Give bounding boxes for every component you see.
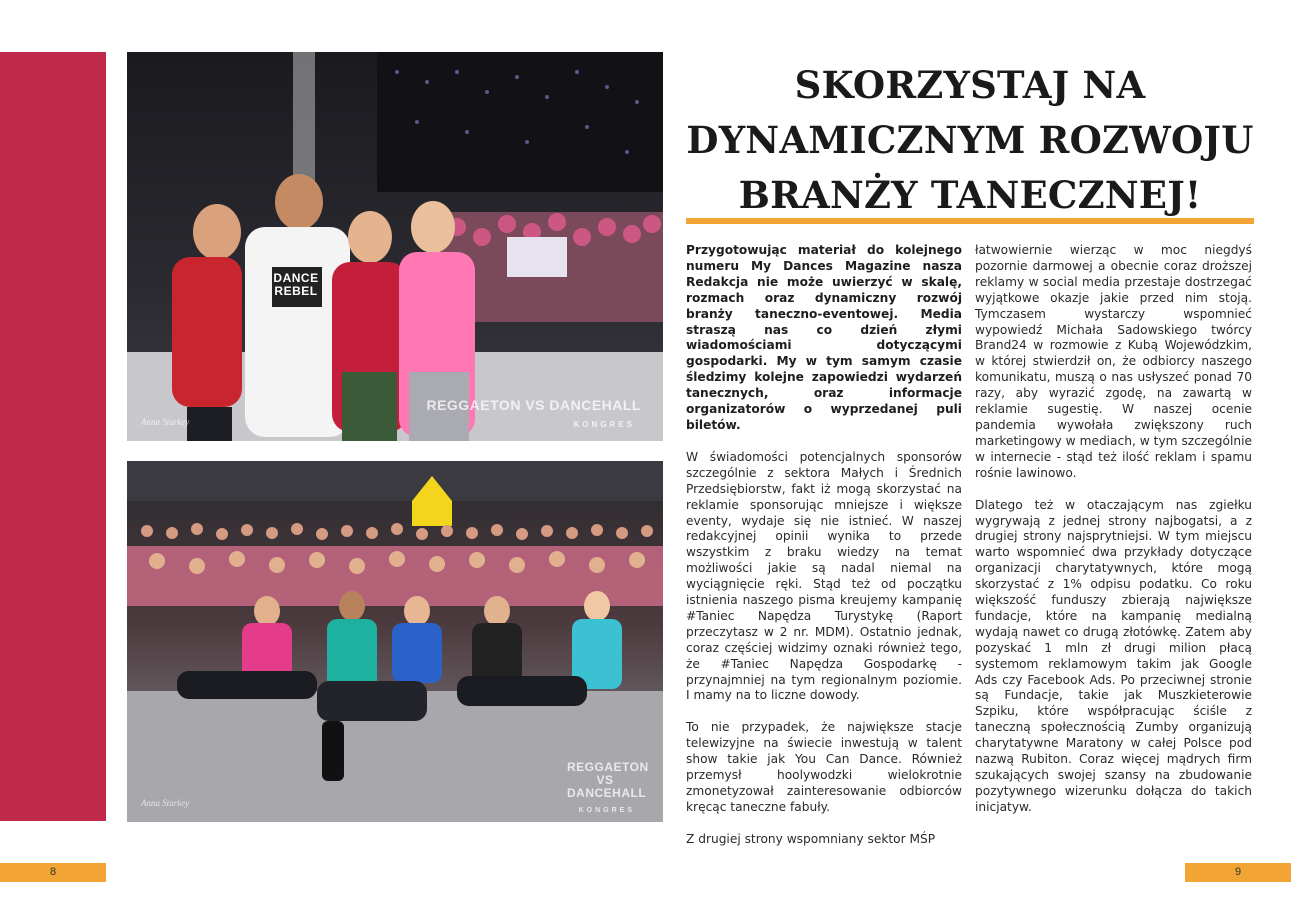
left-red-sidebar [0, 52, 106, 821]
article-column-left [686, 243, 962, 848]
body-paragraph-5: Dlatego też w otaczającym nas zgiełku wygrywają z jednej strony najbogatsi, a z drugiej strony najsprytniejsi. W tym miejscu warto wspomnieć dwa przykłady dotyczące organizacji charytatywnych, które mogą skorzystać z 1% odpisu podatku. Co roku większość funduszy zbierają największe fundacje, które na kampanię medialną wydają nawet co drugą złotówkę. Zatem aby pozyskać 1 mln zł drugi milion płacą systemom reklamowym takim jak Google Ads czy Facebook Ads. Po przeciwnej stronie są Fundacje, takie jak Muszkieterowie Szpiku, które współpracując ściśle z taneczną społecznością Zumby organizują charytatywne Maratony w całej Polsce pod nazwą Rubiton. Coraz więcej mądrych firm szukających swojej szansy na zbudowanie pozytywnego wizerunku dołącza do takich inicjatyw. [975, 497, 1252, 814]
photographer-watermark-top: Anna Starkey [141, 417, 190, 427]
body-paragraph-4: łatwowiernie wierząc w moc niegdyś pozornie darmowej a obecnie coraz droższej reklamy w social media przestaje dostrzegać wyjątkowe okazje jakie przed nim stoją. Tymczasem wystarczy wspomnieć wypowiedź Michała Sadowskiego twórcy Brand24 w rozmowie z Kubą Wojewódzkim, w której stwierdził on, że odbiorcy naszego komunikatu, muszą o nas usłyszeć ponad 70 razy, aby wyrazić zgodę, na zawartą w reklamie sugestię. W naszej ocenie pandemia wywołała zwiększony ruch marketingowy w mediach, w tym szczególnie w internecie - stąd też ilość reklam i spamu rośnie lawinowo. [975, 243, 1252, 480]
body-paragraph-1: W świadomości potencjalnych sponsorów szczególnie z sektora Małych i Średnich Przedsiębiorstw, fakt iż mogą skorzystać na reklamie sponsorując mniejsze i większe eventy, wydaje się nie istnieć. W naszej redakcyjnej opinii wynika to przede wszystkim z braku wiedzy na temat możliwości jakie są nadal niemal na wyciągnięcie ręki. Stąd też od początku istnienia naszego pisma kreujemy kampanię #Taniec Napędza Turystykę (Raport przeczytasz w 2 nr. MDM). Ostatnio jednak, coraz częściej widzimy oznaki również tego, że #Taniec Napędza Gospodarkę - przynajmniej na tym regionalnym poziomie. I mamy na to liczne dowody. [686, 449, 962, 703]
event-watermark-top: REGGAETON VS DANCEHALL [426, 397, 641, 413]
event-watermark-sub-top: KONGRES [573, 420, 635, 429]
title-line-2: DYNAMICZNYM ROZWOJU [686, 118, 1254, 162]
article-title [686, 58, 1254, 223]
event-watermark-bottom: REGGAETON VS DANCEHALL [567, 760, 649, 800]
photo-dancers-group-top [127, 52, 663, 441]
shirt-print-text: DANCE REBEL [273, 271, 319, 298]
title-underline-rule [686, 218, 1254, 224]
title-line-3: BRANŻY TANECZNEJ! [738, 173, 1202, 217]
photo-top-image [127, 52, 663, 441]
photographer-watermark-bottom: Anna Starkey [141, 798, 190, 808]
page-number-left: 8 [0, 863, 106, 882]
lead-paragraph: Przygotowując materiał do kolejnego numeru My Dances Magazine nasza Redakcja nie może uwierzyć w skalę, rozmach oraz dynamiczny rozwój branży taneczno-eventowej. Media straszą nas co dzień złymi wiadomościami dotyczącymi gospodarki. My w tym samym czasie śledzimy kolejne zapowiedzi wydarzeń tanecznych, oraz informacje organizatorów o wyprzedanej puli biletów. [686, 243, 962, 432]
photo-dancers-crowd-bottom [127, 461, 663, 822]
title-line-1: SKORZYSTAJ NA [794, 63, 1146, 107]
body-paragraph-2: To nie przypadek, że największe stacje telewizyjne na świecie inwestują w talent show takie jak You Can Dance. Również przemysł hoolywodzki wielokrotnie zmonetyzował zainteresowanie odbiorców kręcąc taneczne fabuły. [686, 720, 962, 814]
event-watermark-sub-bottom: KONGRES [578, 807, 635, 814]
body-paragraph-3: Z drugiej strony wspomniany sektor MŚP [686, 831, 936, 846]
article-column-right [975, 243, 1252, 816]
page-number-right: 9 [1185, 863, 1291, 882]
